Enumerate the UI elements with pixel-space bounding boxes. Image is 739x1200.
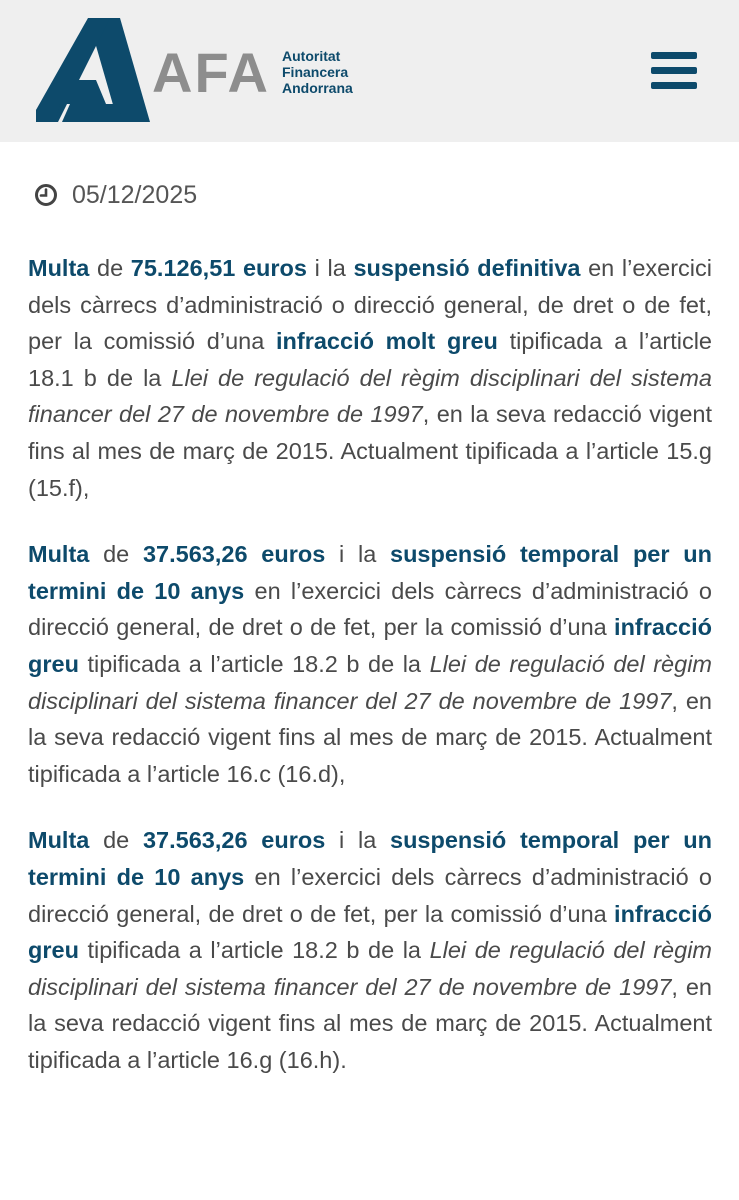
paragraph-text: , en la seva redacció vigent fins al mes de març de 2015. Actualment tipificada a l’article 16.c (16.d),	[28, 687, 712, 787]
paragraph-text: , en la seva redacció vigent fins al mes de març de 2015. Actualment tipificada a l’article 15.g (15.f),	[28, 401, 712, 501]
article-content	[28, 142, 712, 1078]
paragraph-text: de	[89, 827, 143, 854]
paragraph-text: de	[89, 541, 143, 568]
suspension-type: suspensió definitiva	[353, 255, 581, 281]
logo-name-line: Autoritat	[282, 48, 341, 64]
logo-name-line: Financera	[282, 64, 349, 80]
fine-amount: 37.563,26 euros	[142, 827, 326, 854]
sanction-type: Multa	[28, 541, 90, 568]
hamburger-menu-icon	[651, 52, 697, 59]
sanction-type: Multa	[28, 827, 90, 854]
sanction-paragraph	[28, 822, 712, 1078]
suspension-type: suspensió temporal per un termini de 10 anys	[28, 827, 712, 890]
paragraph-text: tipificada a l’article 18.1 b de la	[28, 328, 712, 391]
sanction-paragraph	[28, 536, 712, 792]
hamburger-menu-icon	[651, 67, 697, 74]
sanction-paragraph	[28, 250, 712, 506]
paragraph-text: de	[89, 255, 131, 281]
paragraph-text: i la	[306, 255, 354, 281]
logo-letters: AFA	[152, 40, 270, 104]
paragraph-text: , en la seva redacció vigent fins al mes de març de 2015. Actualment tipificada a l’article 16.g (16.h).	[28, 973, 712, 1073]
publication-date	[28, 180, 712, 210]
fine-amount: 37.563,26 euros	[142, 541, 326, 568]
date-text: 05/12/2025	[72, 180, 198, 209]
fine-amount: 75.126,51 euros	[130, 255, 307, 281]
law-title: Llei de regulació del règim disciplinari del sistema financer del 27 de novembre de 1997	[28, 650, 712, 714]
clock-icon	[34, 183, 58, 207]
logo-organization-name	[282, 48, 353, 96]
paragraph-text: en l’exercici dels càrrecs d’administració o direcció general, de dret o de fet, per la comissió d’una	[28, 255, 712, 355]
paragraph-text: en l’exercici dels càrrecs d’administració o direcció general, de dret o de fet, per la comissió d’una	[28, 863, 712, 927]
law-title: Llei de regulació del règim disciplinari del sistema financer del 27 de novembre de 1997	[28, 364, 712, 428]
infraction-severity: infracció greu	[28, 900, 712, 964]
paragraph-text: en l’exercici dels càrrecs d’administració o direcció general, de dret o de fet, per la comissió d’una	[28, 577, 712, 641]
sanction-type: Multa	[28, 255, 90, 281]
suspension-type: suspensió temporal per un termini de 10 anys	[28, 541, 712, 604]
paragraph-text: tipificada a l’article 18.2 b de la	[78, 937, 430, 964]
paragraph-text: i la	[325, 827, 390, 854]
paragraph-text: i la	[325, 541, 390, 568]
site-header	[0, 0, 739, 142]
law-title: Llei de regulació del règim disciplinari del sistema financer del 27 de novembre de 1997	[28, 937, 712, 1000]
paragraph-text: tipificada a l’article 18.2 b de la	[78, 650, 430, 677]
infraction-severity: infracció greu	[28, 614, 712, 677]
afa-logo-link[interactable]	[36, 18, 376, 122]
hamburger-menu-icon	[651, 82, 697, 89]
hamburger-menu-button[interactable]	[651, 52, 697, 92]
afa-logo-mark-icon	[36, 18, 150, 122]
infraction-severity: infracció molt greu	[276, 328, 498, 355]
logo-name-line: Andorrana	[282, 80, 353, 96]
